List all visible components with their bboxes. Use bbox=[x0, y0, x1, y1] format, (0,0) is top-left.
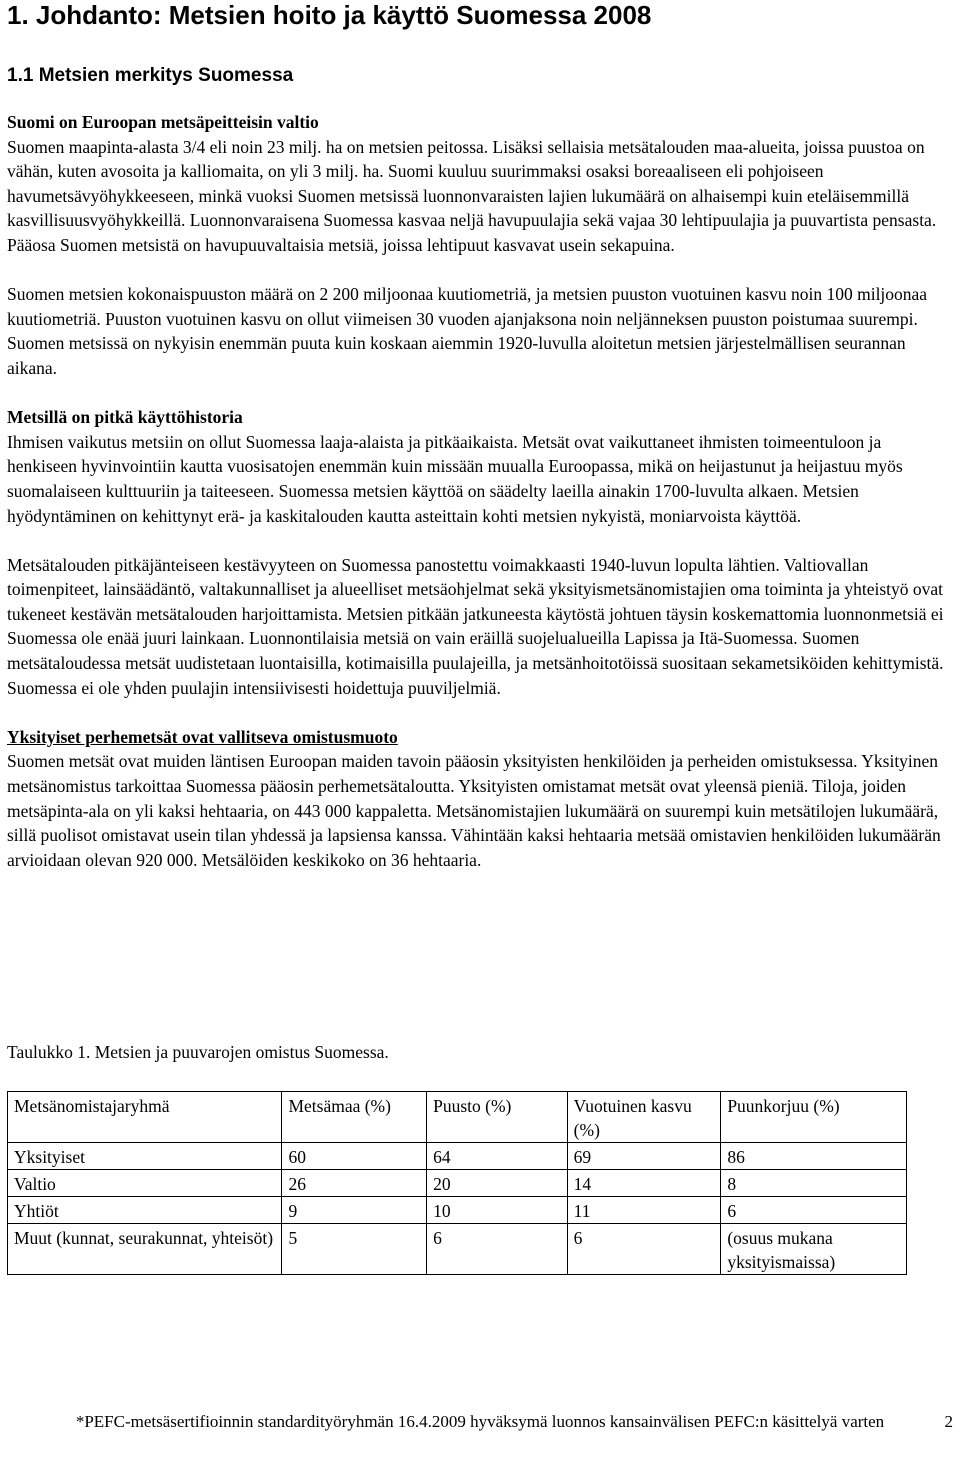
table-row bbox=[8, 1197, 907, 1224]
table-cell: 69 bbox=[567, 1143, 721, 1170]
table-cell: Valtio bbox=[8, 1170, 282, 1197]
table-cell: Yhtiöt bbox=[8, 1197, 282, 1224]
page-footer: *PEFC-metsäsertifioinnin standardityöryhmän 16.4.2009 hyväksymä luonnos kansainvälisen PEFC:n käsittelyä varten bbox=[75, 1412, 885, 1431]
header-cell: Puusto (%) bbox=[427, 1092, 568, 1143]
heading-history: Metsillä on pitkä käyttöhistoria bbox=[7, 407, 243, 428]
table-row bbox=[8, 1224, 907, 1275]
lead-heading: Suomi on Euroopan metsäpeitteisin valtio bbox=[7, 112, 319, 132]
table-cell: 6 bbox=[567, 1224, 721, 1275]
paragraph-2: Suomen metsien kokonaispuuston määrä on 2 200 miljoonaa kuutiometriä, ja metsien puuston vuotuinen kasvu noin 100 miljoonaa kuutiometriä. Puuston vuotuinen kasvu on ollut viimeisen 30 vuoden ajanjaksona noin neljänneksen puuston poistumaa suurempi. Suomen metsissä on nykyisin enemmän puuta kuin koskaan aiemmin 1920-luvulla aloitetun metsien järjestelmällisen seurannan aikana. bbox=[7, 284, 928, 378]
page-number: 2 bbox=[944, 1412, 953, 1431]
table-cell: 6 bbox=[721, 1197, 907, 1224]
table-cell: 8 bbox=[721, 1170, 907, 1197]
table-cell: 60 bbox=[282, 1143, 427, 1170]
header-cell: Puunkorjuu (%) bbox=[721, 1092, 907, 1143]
table-cell: 14 bbox=[567, 1170, 721, 1197]
table-cell: 5 bbox=[282, 1224, 427, 1275]
body-text bbox=[7, 110, 953, 897]
ownership-table bbox=[7, 1091, 907, 1275]
table-cell: Yksityiset bbox=[8, 1143, 282, 1170]
header-cell: Metsämaa (%) bbox=[282, 1092, 427, 1143]
table-cell: 6 bbox=[427, 1224, 568, 1275]
table-cell: (osuus mukana yksityismaissa) bbox=[721, 1224, 907, 1275]
heading-ownership: Yksityiset perhemetsät ovat vallitseva omistusmuoto bbox=[7, 726, 398, 747]
table-cell: 9 bbox=[282, 1197, 427, 1224]
table-header-row bbox=[8, 1092, 907, 1143]
section-title: 1.1 Metsien merkitys Suomessa bbox=[7, 65, 294, 86]
table-cell: Muut (kunnat, seurakunnat, yhteisöt) bbox=[8, 1224, 282, 1275]
paragraph-3: Ihmisen vaikutus metsiin on ollut Suomessa laaja-alaista ja pitkäaikaista. Metsät ovat vaikuttaneet ihmisten toimeentuloon ja henkiseen hyvinvointiin kautta vuosisatojen enemmän kuin missään muualla Euroopassa, mikä on heijastunut ja heijastuu myös suomalaiseen kulttuuriin ja taiteeseen. Suomessa metsien käyttöä on säädelty laeilla ainakin 1700-luvulta alkaen. Metsien hyödyntäminen on kehittynyt erä- ja kaskitalouden kautta asteittain kohti metsien nykyistä, moniarvoista käyttöä. bbox=[7, 431, 903, 526]
page-title: 1. Johdanto: Metsien hoito ja käyttö Suomessa 2008 bbox=[7, 0, 652, 30]
table-cell: 10 bbox=[427, 1197, 568, 1224]
table-row bbox=[8, 1143, 907, 1170]
table-cell: 86 bbox=[721, 1143, 907, 1170]
table-cell: 26 bbox=[282, 1170, 427, 1197]
paragraph-4: Metsätalouden pitkäjänteiseen kestävyyteen on Suomessa panostettu voimakkaasti 1940-luvun lopulta lähtien. Valtiovallan toimenpiteet, lainsäädäntö, valtakunnalliset ja alueelliset metsäohjelmat sekä yksityismetsänomistajien oma toiminta ja yhteistyö ovat tukeneet kestävän metsätalouden harjoittamista. Metsien pitkään jatkuneesta käytöstä johtuen täysin koskemattomia luonnonmetsiä ei Suomessa ole enää juuri lainkaan. Luonnontilaisia metsiä on vain eräillä suojelualueilla Lapissa ja Itä-Suomessa. Suomen metsätaloudessa metsät uudistetaan luontaisilla, kotimaisilla puulajeilla, ja metsänhoitotöissä suositaan sekametsiköiden kehittymistä. Suomessa ei ole yhden puulajin intensiivisesti hoidettuja puuviljelmiä. bbox=[7, 554, 944, 698]
paragraph-5: Suomen metsät ovat muiden läntisen Euroopan maiden tavoin pääosin yksityisten henkilöiden ja perheiden omistuksessa. Yksityinen metsänomistus tarkoittaa Suomessa pääosin perhemetsätaloutta. Yksityisten omistamat metsät ovat yleensä pieniä. Tiloja, joiden metsäpinta-ala on yli kaksi hehtaaria, on 443 000 kappaletta. Metsänomistajien lukumäärä on suurempi kuin metsätilojen lukumäärä, sillä puolisot omistavat usein tilan yhdessä ja lapsiensa kanssa. Vähintään kaksi hehtaaria metsää omistavien henkilöiden lukumäärän arvioidaan olevan 920 000. Metsälöiden keskikoko on 36 hehtaaria. bbox=[7, 751, 941, 870]
paragraph-1: Suomen maapinta-alasta 3/4 eli noin 23 milj. ha on metsien peitossa. Lisäksi sellaisia metsätalouden maa-alueita, joissa puustoa on vähän, kuten avosoita ja kalliomaita, on yli 3 milj. ha. Suomi kuuluu suurimmaksi osaksi boreaaliseen eli pohjoiseen havumetsävyöhykkeeseen, minkä vuoksi Suomen metsissä luonnonvaraisten lajien lukumäärä on alhaisempi kuin eteläisemmillä kasvillisuusvyöhykkeillä. Luonnonvaraisena Suomessa kasvaa neljä havupuulajia sekä vajaa 30 lehtipuulajia ja puuvartista pensasta. Pääosa Suomen metsistä on havupuuvaltaisia metsiä, joissa lehtipuut kasvavat usein sekapuina. bbox=[7, 136, 937, 255]
table-row bbox=[8, 1170, 907, 1197]
table-cell: 20 bbox=[427, 1170, 568, 1197]
table-cell: 64 bbox=[427, 1143, 568, 1170]
header-cell: Vuotuinen kasvu (%) bbox=[567, 1092, 721, 1143]
table-caption: Taulukko 1. Metsien ja puuvarojen omistus Suomessa. bbox=[7, 1042, 389, 1062]
table-cell: 11 bbox=[567, 1197, 721, 1224]
header-cell: Metsänomistajaryhmä bbox=[8, 1092, 282, 1143]
